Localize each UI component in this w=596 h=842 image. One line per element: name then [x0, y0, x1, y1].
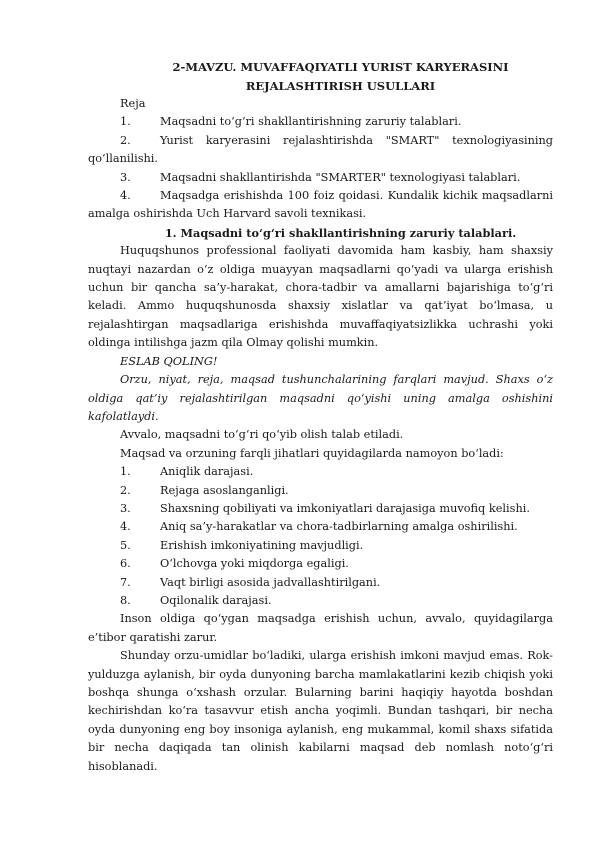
difference-item — [88, 537, 553, 555]
difference-number: 8. — [120, 593, 131, 607]
plan-item-text: Maqsadga erishishda 100 foiz qoidasi. Kundalik kichik maqsadlarni amalga oshirishda Uch Harvard savoli texnikasi. — [88, 189, 553, 221]
difference-item — [88, 592, 553, 610]
plan-item-number: 4. — [120, 189, 131, 203]
difference-number: 1. — [120, 465, 131, 479]
paragraph-2: Avvalo, maqsadni to‘g‘ri qo‘yib olish talab etiladi. — [120, 428, 404, 442]
difference-item — [88, 500, 553, 518]
paragraph-3: Maqsad va orzuning farqli jihatlari quyidagilarda namoyon bo‘ladi: — [120, 446, 504, 460]
plan-item-number: 2. — [120, 133, 131, 147]
title-line-2: REJALASHTIRISH USULLARI — [245, 78, 436, 93]
plan-item — [88, 132, 553, 169]
plan-item-text: Yurist karyerasini rejalashtirishda "SMART" texnologiyasining qo‘llanilishi. — [88, 133, 553, 166]
difference-item — [88, 518, 553, 536]
paragraph-4: Inson oldiga qo‘ygan maqsadga erishish uchun, avvalo, quyidagilarga e’tibor qaratishi zarur. — [88, 612, 553, 644]
paragraph-5: Shunday orzu-umidlar bo‘ladiki, ularga erishish imkoni mavjud emas. Rok-yulduzga aylanish, bir oyda dunyoning barcha mamlakatlarini kezib chiqish yoki boshqa shunga o‘xshash orzular. Bularning barini haqiqiy hayotda boshdan kechirishdan ko‘ra tasavvur etish ancha yoqimli. Bundan tashqari, bir necha oyda dunyoning eng boy insoniga aylanish, eng mukammal, komil shaxs sifatida bir necha daqiqada tan olinish kabilarni maqsad deb nomlash noto‘g‘ri hisoblanadi. — [88, 649, 553, 773]
difference-text: Erishish imkoniyatining mavjudligi. — [160, 538, 364, 552]
difference-text: O‘lchovga yoki miqdorga egaligi. — [160, 557, 349, 571]
plan-item — [88, 187, 553, 224]
section-heading: 1. Maqsadni to‘g‘ri shakllantirishning zaruriy talablari. — [164, 225, 517, 240]
difference-text: Vaqt birligi asosida jadvallashtirilgani. — [160, 575, 381, 589]
difference-number: 3. — [120, 501, 131, 515]
difference-item — [88, 574, 553, 592]
difference-number: 2. — [120, 483, 131, 497]
difference-number: 6. — [120, 557, 131, 571]
plan-item-text: Maqsadni shakllantirishda "SMARTER" texnologiyasi talablari. — [160, 170, 521, 184]
difference-item — [88, 482, 553, 500]
document-title — [128, 58, 553, 95]
document-body — [88, 58, 553, 776]
difference-number: 4. — [120, 520, 131, 534]
plan-item — [88, 113, 553, 131]
plan-item-text: Maqsadni to‘g‘ri shakllantirishning zaruriy talablari. — [160, 115, 462, 129]
plan-label: Reja — [120, 97, 146, 110]
difference-text: Oqilonalik darajasi. — [160, 593, 272, 607]
paragraph-1: Huquqshunos professional faoliyati davomida ham kasbiy, ham shaxsiy nuqtayi nazardan o‘z oldiga muayyan maqsadlarni qo‘yadi va ularga erishish uchun bir qancha sa’y-harakat, chora-tadbir va amallarni bajarishiga to‘g‘ri keladi. Ammo huquqshunosda shaxsiy xislatlar va qat’iyat bo‘lmasa, u rejalashtirgan maqsadlariga erishishda muvaffaqiyatsizlikka uchrashi yoki oldinga intilishga jazm qila Olmay qolishi mumkin. — [88, 244, 553, 350]
difference-number: 5. — [120, 538, 131, 552]
difference-text: Shaxsning qobiliyati va imkoniyatlari darajasiga muvofiq kelishi. — [160, 501, 530, 515]
difference-text: Aniqlik darajasi. — [160, 465, 254, 479]
remember-label: ESLAB QOLING! — [120, 354, 218, 368]
title-line-1: 2-MAVZU. MUVAFFAQIYATLI YURIST KARYERASINI — [172, 60, 509, 74]
difference-text: Aniq sa’y-harakatlar va chora-tadbirlarning amalga oshirilishi. — [160, 520, 518, 534]
plan-item-number: 1. — [120, 115, 131, 129]
difference-number: 7. — [120, 575, 131, 589]
difference-item — [88, 463, 553, 481]
plan-item — [88, 169, 553, 187]
difference-item — [88, 555, 553, 573]
plan-item-number: 3. — [120, 170, 131, 184]
remember-text: Orzu, niyat, reja, maqsad tushunchalarining farqlari mavjud. Shaxs o‘z oldiga qat’iy rejalashtirilgan maqsadni qo‘yishi uning amalga oshishini kafolatlaydi. — [88, 373, 553, 423]
difference-text: Rejaga asoslanganligi. — [160, 483, 289, 497]
